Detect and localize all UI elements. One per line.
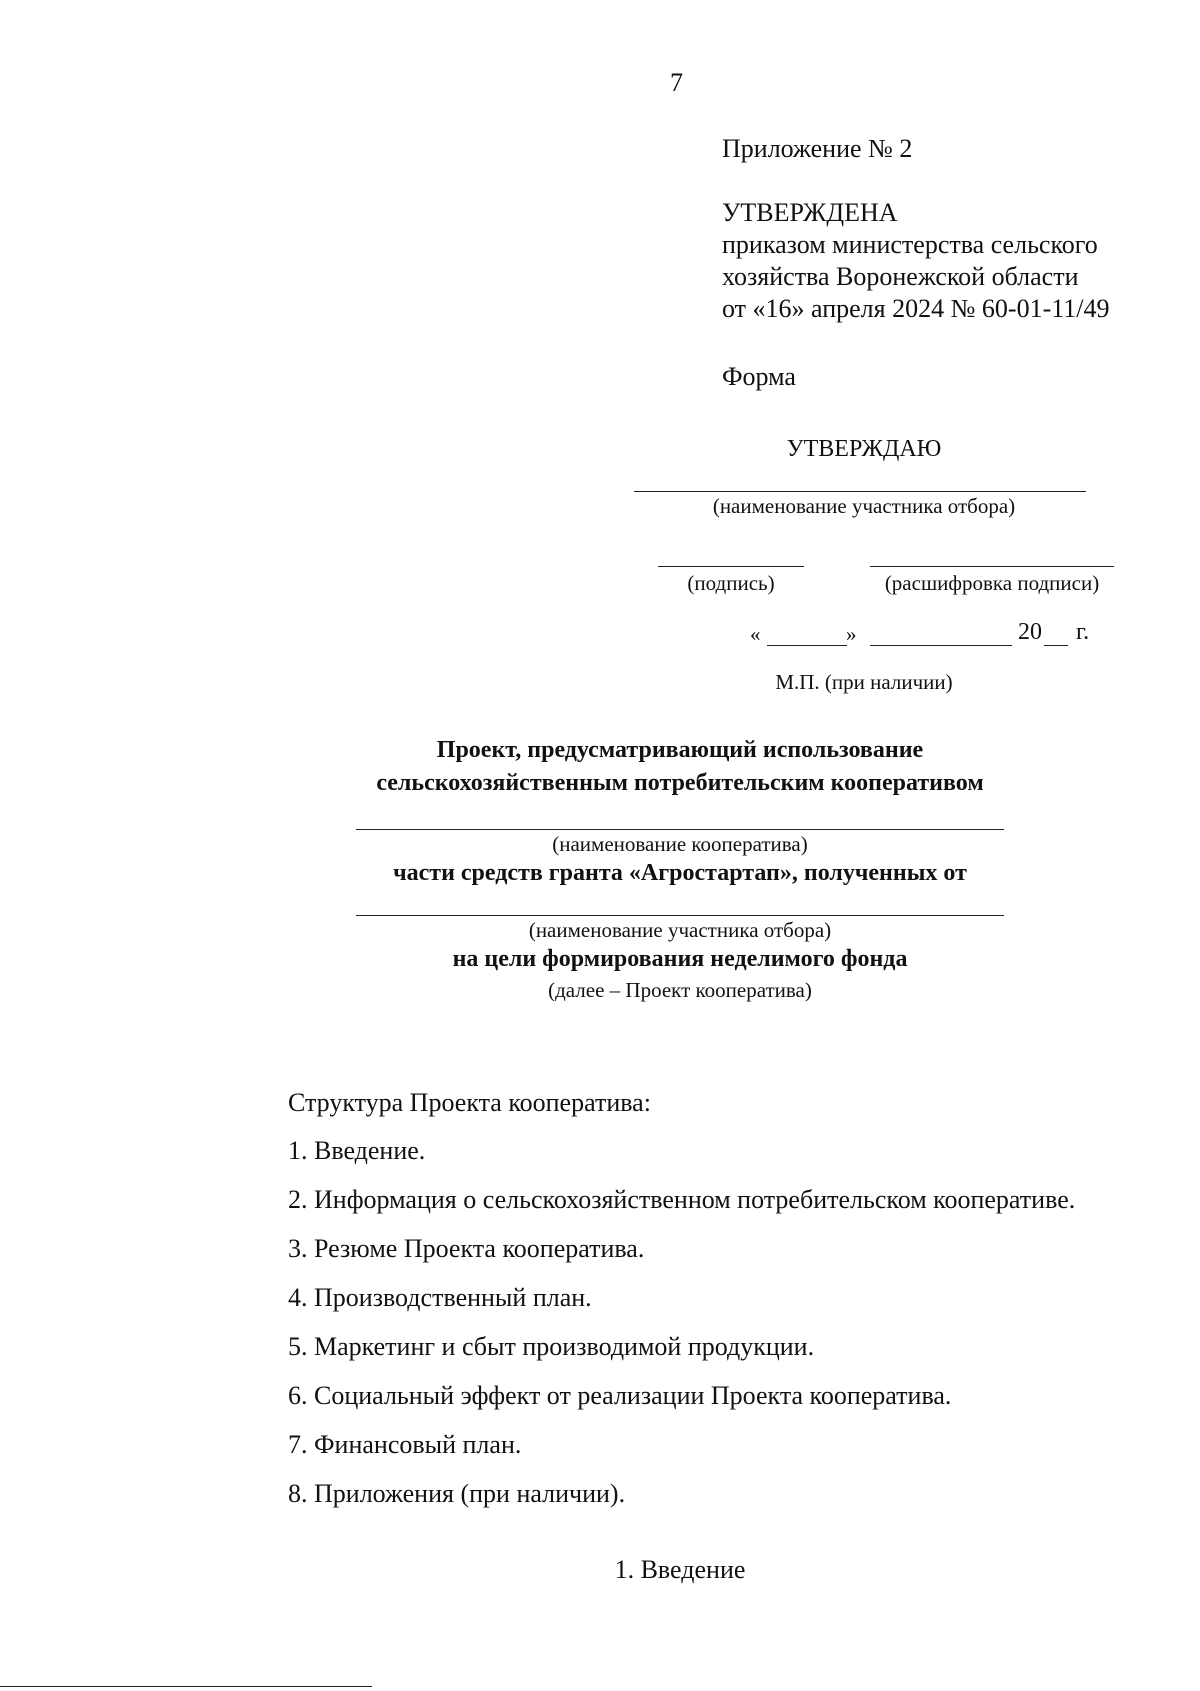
structure-item: 5. Маркетинг и сбыт производимой продукции. <box>288 1332 815 1361</box>
appendix-label: Приложение № 2 <box>722 134 913 163</box>
approved-order-line-3: от «16» апреля 2024 № 60-01-11/49 <box>722 294 1110 323</box>
approved-order-line-2: хозяйства Воронежской области <box>722 262 1079 291</box>
project-heading-note: (далее – Проект кооператива) <box>548 978 812 1002</box>
signature-decoding-line <box>870 566 1114 567</box>
project-heading-line-3: части средств гранта «Агростартап», полученных от <box>393 860 967 886</box>
grant-source-line <box>356 915 1004 916</box>
approved-title: УТВЕРЖДЕНА <box>722 198 898 227</box>
approve-title: УТВЕРЖДАЮ <box>786 436 942 462</box>
participant-name-line <box>634 491 1086 492</box>
structure-item: 3. Резюме Проекта кооператива. <box>288 1234 645 1263</box>
date-year-suffix: г. <box>1076 619 1090 645</box>
cooperative-name-line <box>356 829 1004 830</box>
project-heading-line-2: сельскохозяйственным потребительским кооперативом <box>376 770 984 796</box>
date-month-line <box>870 645 1012 646</box>
date-open-quote: « <box>750 622 761 646</box>
structure-item: 8. Приложения (при наличии). <box>288 1479 626 1508</box>
structure-item: 4. Производственный план. <box>288 1283 592 1312</box>
grant-source-caption: (наименование участника отбора) <box>528 918 832 942</box>
signature-decoding-caption: (расшифровка подписи) <box>884 571 1100 595</box>
date-year-prefix: 20 <box>1018 619 1042 645</box>
approved-order-line-1: приказом министерства сельского <box>722 230 1098 259</box>
form-label: Форма <box>722 362 796 391</box>
project-heading-line-4: на цели формирования неделимого фонда <box>452 946 908 972</box>
footnote-separator <box>0 1686 372 1687</box>
page-number: 7 <box>670 68 683 97</box>
structure-item: 1. Введение. <box>288 1136 426 1165</box>
stamp-note: М.П. (при наличии) <box>775 670 953 694</box>
cooperative-name-caption: (наименование кооператива) <box>552 832 808 856</box>
date-day-line <box>767 645 847 646</box>
structure-title: Структура Проекта кооператива: <box>288 1088 651 1117</box>
signature-caption: (подпись) <box>687 571 775 595</box>
signature-line <box>658 566 804 567</box>
date-close-quote: » <box>846 622 857 646</box>
structure-item: 6. Социальный эффект от реализации Проекта кооператива. <box>288 1381 952 1410</box>
structure-item: 7. Финансовый план. <box>288 1430 522 1459</box>
project-heading-line-1: Проект, предусматривающий использование <box>436 737 924 763</box>
structure-item: 2. Информация о сельскохозяйственном потребительском кооперативе. <box>288 1185 1076 1214</box>
section-heading: 1. Введение <box>614 1555 746 1584</box>
date-year-line <box>1044 645 1068 646</box>
participant-name-caption: (наименование участника отбора) <box>712 494 1016 518</box>
